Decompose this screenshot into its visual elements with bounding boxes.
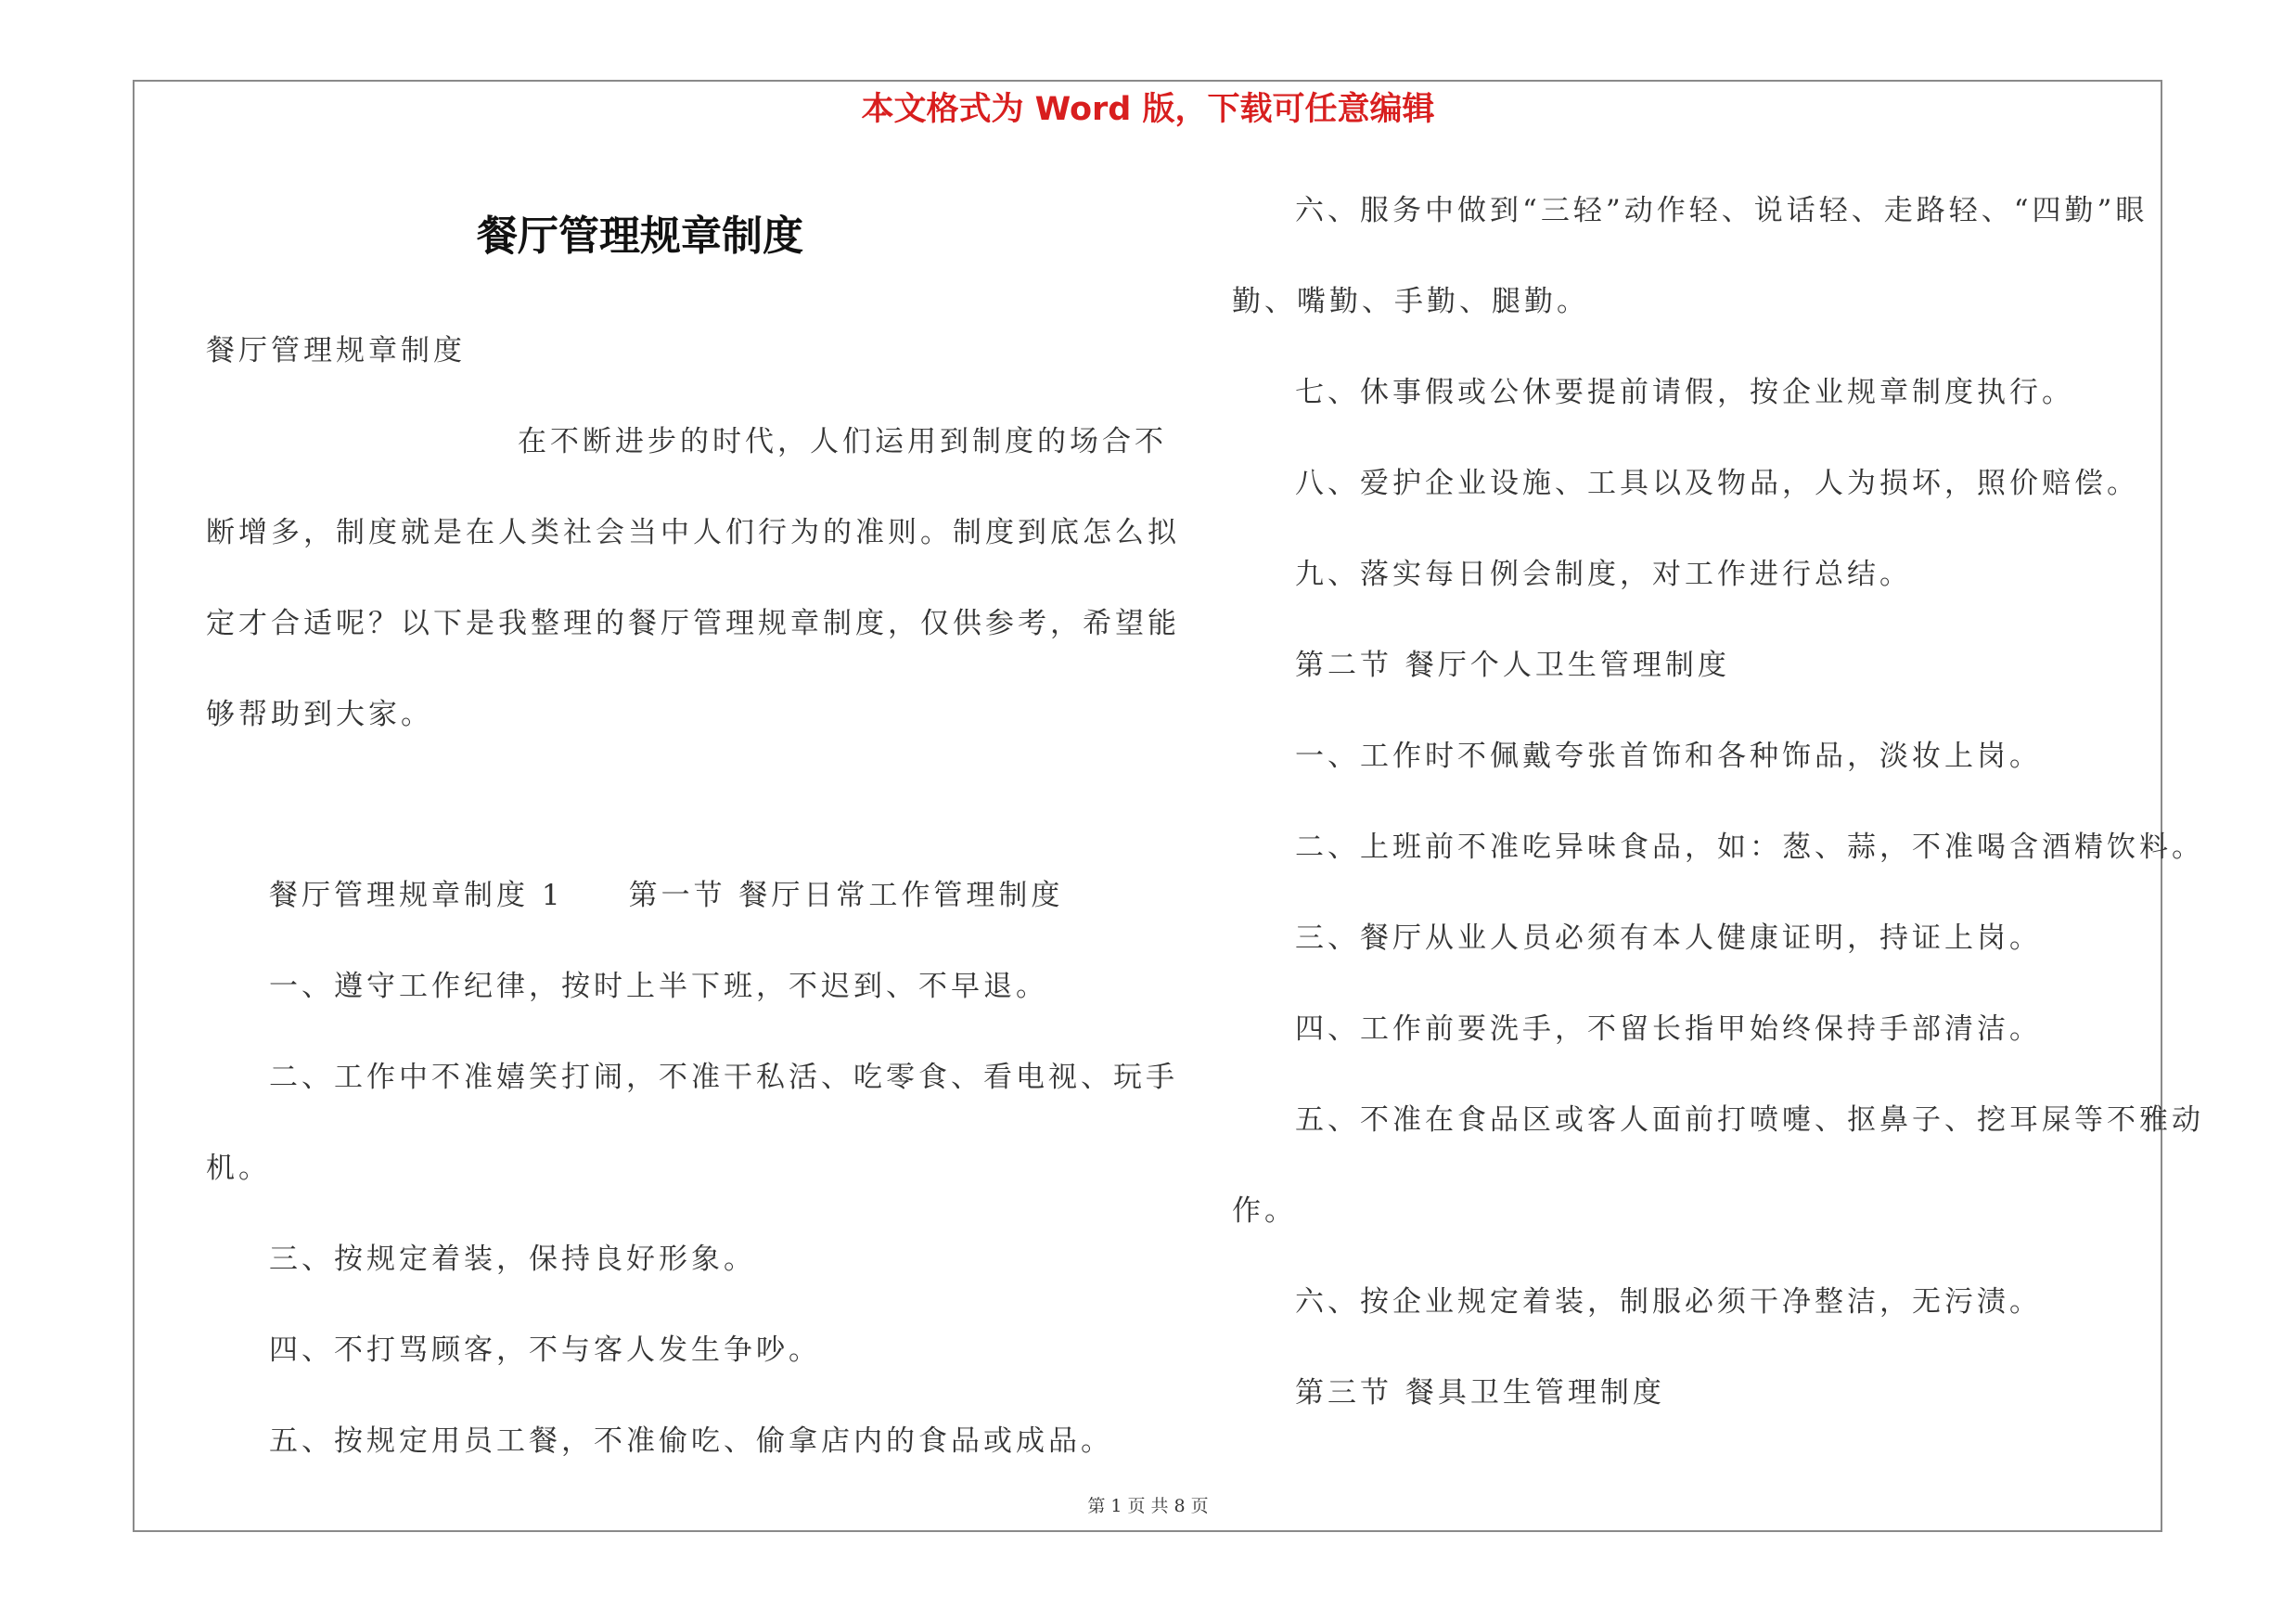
rule-item-2: 二、工作中不准嬉笑打闹，不准干私活、吃零食、看电视、玩手 <box>269 1061 1178 1094</box>
rule-item-4: 四、不打骂顾客，不与客人发生争吵。 <box>269 1333 821 1367</box>
hygiene-item-4: 四、工作前要洗手，不留长指甲始终保持手部清洁。 <box>1295 1012 2042 1046</box>
hygiene-item-3: 三、餐厅从业人员必须有本人健康证明，持证上岗。 <box>1295 921 2042 955</box>
rule-item-6-cont: 勤、嘴勤、手勤、腿勤。 <box>1232 285 1589 318</box>
rule-item-3: 三、按规定着装，保持良好形象。 <box>269 1243 756 1276</box>
section-heading-3: 第三节 餐具卫生管理制度 <box>1295 1376 1665 1410</box>
subtitle: 餐厅管理规章制度 <box>206 334 466 367</box>
rule-item-7: 七、休事假或公休要提前请假，按企业规章制度执行。 <box>1295 376 2074 409</box>
hygiene-item-6: 六、按企业规定着装，制服必须干净整洁，无污渍。 <box>1295 1285 2042 1319</box>
document-title: 餐厅管理规章制度 <box>477 213 803 260</box>
rule-item-1: 一、遵守工作纪律，按时上半下班，不迟到、不早退。 <box>269 970 1048 1003</box>
intro-line-2: 断增多，制度就是在人类社会当中人们行为的准则。制度到底怎么拟 <box>206 516 1180 549</box>
hygiene-item-5: 五、不准在食品区或客人面前打喷嚏、抠鼻子、挖耳屎等不雅动 <box>1295 1103 2204 1137</box>
rule-item-2-cont: 机。 <box>206 1152 271 1185</box>
rule-item-6: 六、服务中做到“三轻”动作轻、说话轻、走路轻、“四勤”眼 <box>1295 194 2148 227</box>
hygiene-item-2: 二、上班前不准吃异味食品，如：葱、蒜，不准喝含酒精饮料。 <box>1295 831 2204 864</box>
intro-line-4: 够帮助到大家。 <box>206 698 433 731</box>
rule-item-9: 九、落实每日例会制度，对工作进行总结。 <box>1295 558 1912 591</box>
rule-item-8: 八、爱护企业设施、工具以及物品，人为损坏，照价赔偿。 <box>1295 467 2139 500</box>
section-heading-1: 餐厅管理规章制度 1 第一节 餐厅日常工作管理制度 <box>269 879 1064 912</box>
hygiene-item-5-cont: 作。 <box>1232 1194 1297 1228</box>
format-banner: 本文格式为 Word 版，下载可任意编辑 <box>861 91 1435 128</box>
hygiene-item-1: 一、工作时不佩戴夸张首饰和各种饰品，淡妆上岗。 <box>1295 740 2042 773</box>
page-number: 第 1 页 共 8 页 <box>1087 1496 1209 1516</box>
intro-line-3: 定才合适呢？以下是我整理的餐厅管理规章制度，仅供参考，希望能 <box>206 607 1180 640</box>
section-heading-2: 第二节 餐厅个人卫生管理制度 <box>1295 649 1730 682</box>
intro-line-1: 在不断进步的时代，人们运用到制度的场合不 <box>518 425 1167 458</box>
rule-item-5: 五、按规定用员工餐，不准偷吃、偷拿店内的食品或成品。 <box>269 1424 1113 1458</box>
